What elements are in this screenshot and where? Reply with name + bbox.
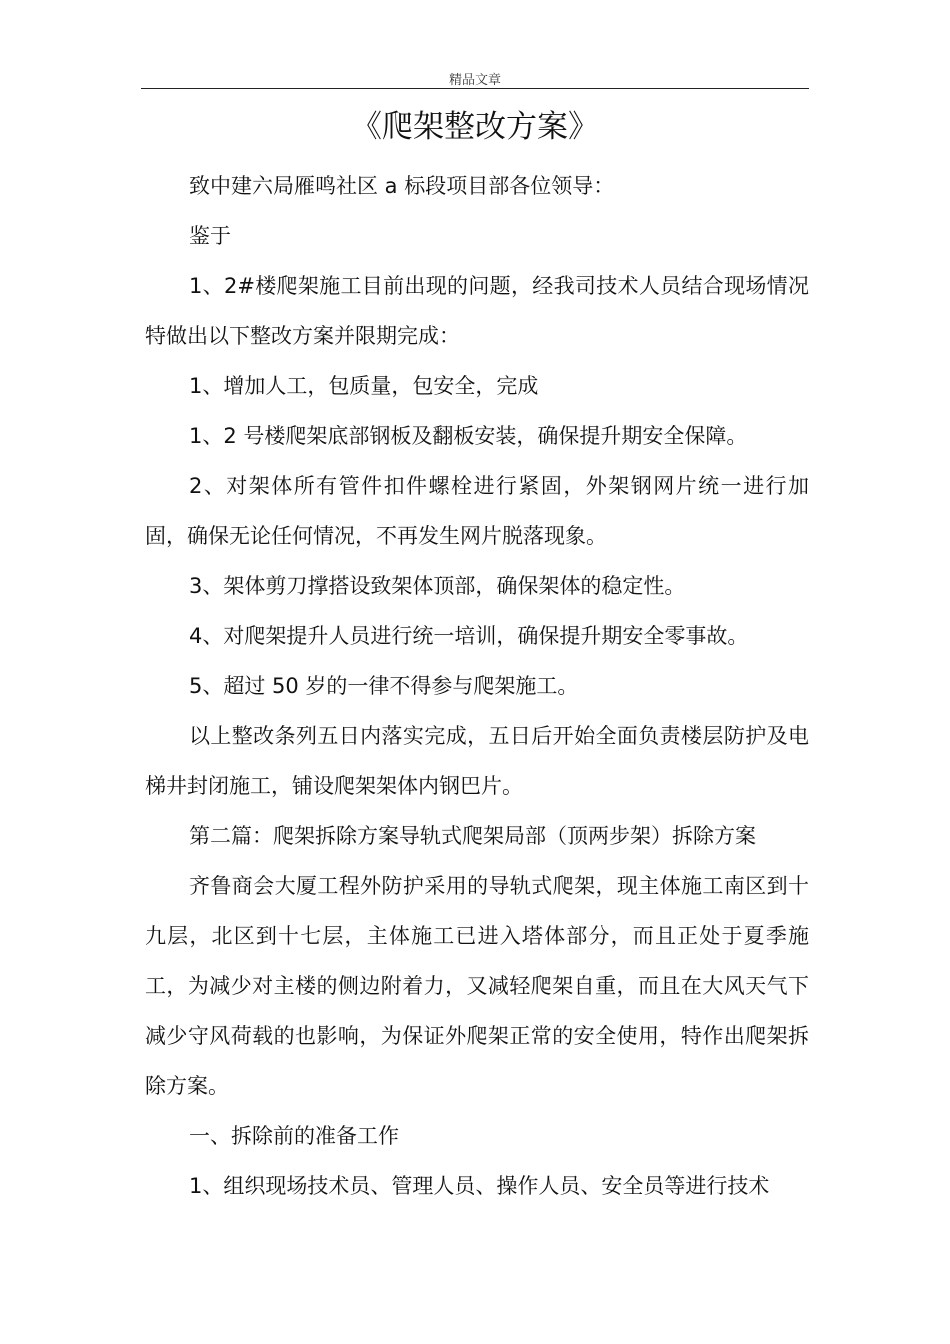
paragraph-item: 1、增加人工，包质量，包安全，完成 bbox=[189, 374, 539, 398]
paragraph-conclusion: 以上整改条列五日内落实完成，五日后开始全面负责楼层防护及电梯井封闭施工，铺设爬架架体内钢巴片。 bbox=[145, 724, 809, 798]
paragraph-preface: 鉴于 bbox=[189, 224, 231, 248]
document-body bbox=[145, 161, 809, 1211]
header-divider bbox=[141, 88, 809, 89]
paragraph-background: 齐鲁商会大厦工程外防护采用的导轨式爬架，现主体施工南区到十九层，北区到十七层，主体施工已进入塔体部分，而且正处于夏季施工，为减少对主楼的侧边附着力，又减轻爬架自重，而且在大风天气下减少守风荷载的也影响，为保证外爬架正常的安全使用，特作出爬架拆除方案。 bbox=[145, 874, 809, 1098]
section-heading: 第二篇：爬架拆除方案导轨式爬架局部（顶两步架）拆除方案 bbox=[189, 824, 756, 848]
document-title: 《爬架整改方案》 bbox=[351, 109, 599, 145]
page-header-label: 精品文章 bbox=[448, 73, 501, 88]
subsection-heading: 一、拆除前的准备工作 bbox=[189, 1124, 399, 1148]
paragraph-item: 1、组织现场技术员、管理人员、操作人员、安全员等进行技术 bbox=[189, 1174, 770, 1198]
paragraph-problem-statement: 1、2#楼爬架施工目前出现的问题，经我司技术人员结合现场情况特做出以下整改方案并限期完成： bbox=[145, 274, 809, 348]
paragraph-salutation: 致中建六局雁鸣社区 a 标段项目部各位领导： bbox=[189, 174, 615, 198]
paragraph-item: 1、2 号楼爬架底部钢板及翻板安装，确保提升期安全保障。 bbox=[189, 424, 748, 448]
paragraph-item: 2、对架体所有管件扣件螺栓进行紧固，外架钢网片统一进行加固，确保无论任何情况，不再发生网片脱落现象。 bbox=[145, 474, 809, 548]
paragraph-item: 3、架体剪刀撑搭设致架体顶部，确保架体的稳定性。 bbox=[189, 574, 686, 598]
paragraph-item: 4、对爬架提升人员进行统一培训，确保提升期安全零事故。 bbox=[189, 624, 749, 648]
paragraph-item: 5、超过 50 岁的一律不得参与爬架施工。 bbox=[189, 674, 579, 698]
